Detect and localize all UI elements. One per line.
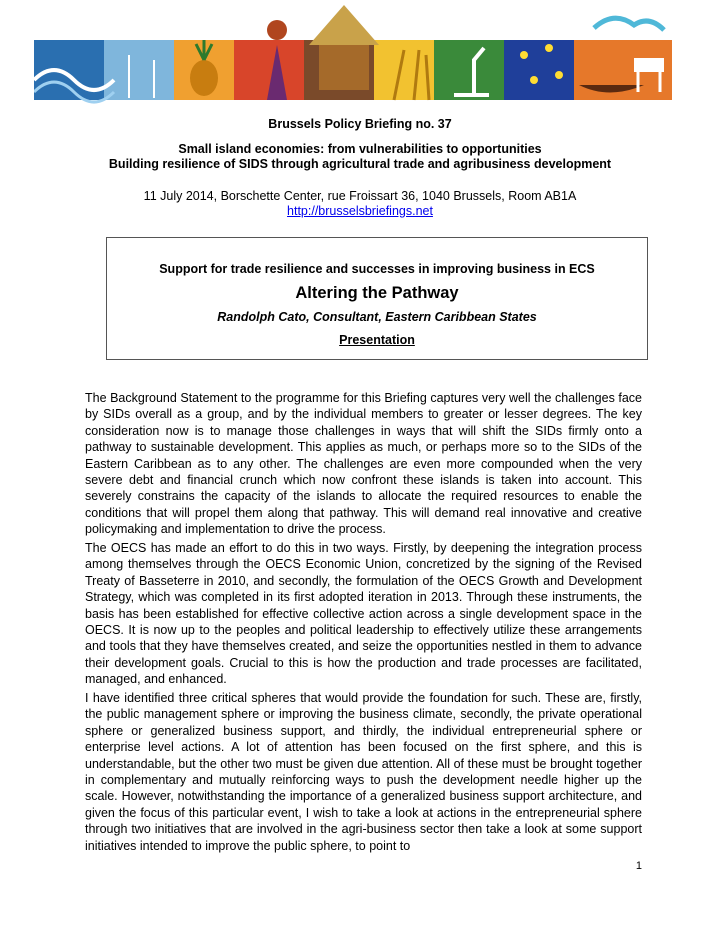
presentation-box — [106, 237, 648, 360]
body-paragraph-3: I have identified three critical spheres that would provide the foundation for such. These are, firstly, the public management sphere or improving the business climate, secondly, the private operational sphere or generalized business support, and thirdly, the individual entrepreneurial sphere or enterprise level actions. A lot of attention has been focused on the first sphere, and this is understandable, but the other two must be given due attention. All of these must be brought together in complementary and mutually reinforcing ways to push the development needle higher up the scale. However, notwithstanding the importance of a generalized business support architecture, and given the focus of this particular event, I wish to take a look at actions in the entrepreneurial sphere through two initiatives that are involved in the agri-business sector then take a look at some support initiatives intended to improve the public sphere, to point to — [85, 691, 642, 853]
presentation-title: Altering the Pathway — [295, 284, 459, 302]
body-paragraph-2: The OECS has made an effort to do this in two ways. Firstly, by deepening the integration process among themselves through the OECS Economic Union, concretized by the signing of the Revised Treaty of Basseterre in 2010, and secondly, the formulation of the OECS Growth and Development Strategy, which was completed in its first adopted iteration in 2013. Through these instruments, the basis has been established for effective collective action across a single development space in the OECS. It is now up to the peoples and political leadership to effectively utilize these arrangements and tools that they have themselves created, and seize the opportunities nestled in them to advance their development goals. Crucial to this is how the production and trade processes are facilitated, managed, and enhanced. — [85, 541, 642, 687]
briefing-date-venue-block — [0, 189, 720, 219]
briefing-url-link[interactable]: http://brusselsbriefings.net — [287, 204, 433, 218]
briefing-title-line1: Small island economies: from vulnerabilities to opportunities — [178, 142, 542, 156]
presentation-label: Presentation — [339, 333, 415, 347]
briefing-date-venue: 11 July 2014, Borschette Center, rue Froissart 36, 1040 Brussels, Room AB1A — [143, 189, 577, 203]
presentation-subtitle: Support for trade resilience and successes in improving business in ECS — [159, 262, 595, 276]
briefing-banner-illustration — [34, 0, 672, 106]
page-number: 1 — [635, 860, 642, 872]
briefing-series: Brussels Policy Briefing no. 37 — [268, 117, 452, 131]
body-paragraph-1: The Background Statement to the programme for this Briefing captures very well the challenges face by SIDs overall as a group, and by the individual members to greater or lesser degrees. The key consideration now is to manage those challenges in ways that will shift the SIDs firmly onto a pathway to sustainable development. This applies as much, or perhaps more so to the SIDs of the Eastern Caribbean as to any other. The challenges are even more compounded when the very severe debt and financial crunch which now confront these islands is taken into account. This severely constrains the capacity of the islands to allocate the required resources to enable the conditions that will propel them along that pathway. This will demand real innovative and creative policymaking and implementation to drive the process. — [85, 391, 642, 537]
briefing-title-line2: Building resilience of SIDS through agricultural trade and agribusiness development — [108, 157, 612, 171]
presentation-author: Randolph Cato, Consultant, Eastern Caribbean States — [217, 310, 537, 324]
briefing-title — [0, 142, 720, 172]
